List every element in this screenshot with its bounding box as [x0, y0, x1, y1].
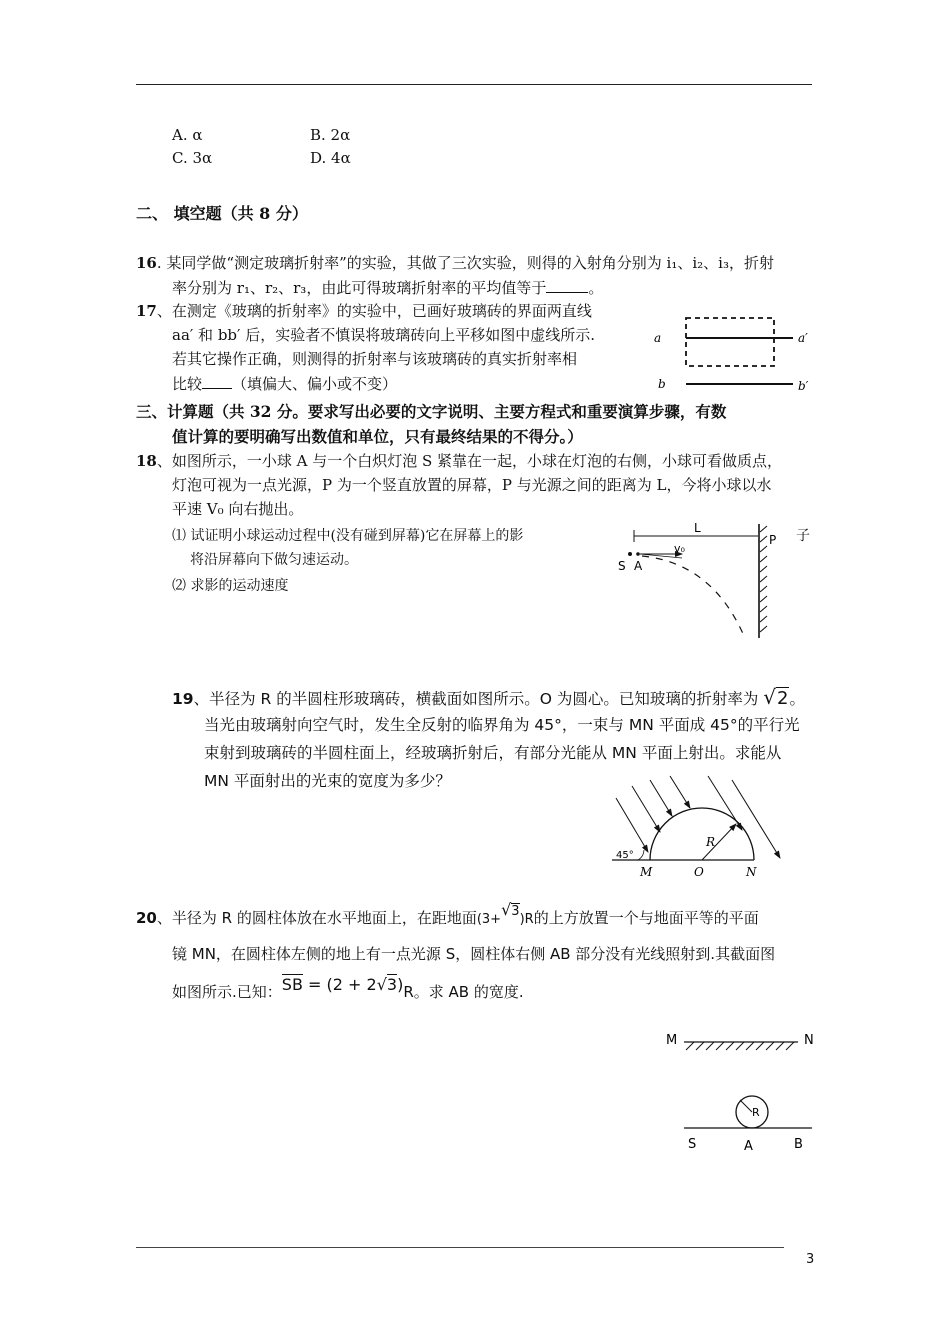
q20-expr1-pre: (3+ [476, 912, 502, 927]
q17-line2: aa′ 和 bb′ 后，实验者不慎误将玻璃砖向上平移如图中虚线所示. [172, 326, 595, 344]
q17-text4a: 比较 [172, 375, 203, 393]
q19-number: 19 [172, 690, 194, 708]
q16-line1 [136, 252, 774, 275]
q16-answer-blank[interactable] [546, 276, 588, 293]
header-rule [136, 84, 812, 85]
section-3-title-line1: 三、计算题（共 32 分。要求写出必要的文字说明、主要方程式和重要演算步骤，有数 [136, 402, 727, 421]
q17-number: 17 [136, 302, 157, 320]
glass-dashed-rect [686, 318, 774, 366]
label-M: M [666, 1033, 678, 1048]
label-M: M [640, 865, 653, 879]
q17-figure [648, 308, 818, 392]
label-N: N [804, 1033, 814, 1048]
cylinder-radius [740, 1100, 752, 1112]
option-d: D. 4α [310, 149, 351, 167]
option-b: B. 2α [310, 126, 351, 144]
semicircle [650, 808, 754, 860]
q19-line1 [172, 686, 805, 711]
q16-line2 [172, 276, 603, 300]
q20-expr1: (3+√3)R [476, 900, 534, 927]
label-A: A [634, 559, 643, 573]
q20-expr1-sqrt: 3 [511, 904, 520, 919]
label-O: O [694, 865, 704, 879]
label-L: L [694, 521, 701, 535]
label-N: N [746, 865, 757, 879]
q16-text2: 率分别为 r₁、r₂、r₃，由此可得玻璃折射率的平均值等于 [172, 279, 547, 297]
label-A: A [744, 1139, 753, 1154]
q20-text1a: 、半径为 R 的圆柱体放在水平地面上，在距地面 [156, 909, 477, 927]
q18-line1 [136, 450, 782, 473]
q16-number: 16 [136, 254, 157, 272]
light-source-S [628, 552, 632, 556]
q18-figure [612, 518, 792, 642]
option-a: A. α [172, 126, 203, 144]
q19-figure [608, 774, 788, 880]
q20-expr2-R: R [403, 983, 414, 1001]
q20-text1b: 的上方放置一个与地面平等的平面 [533, 909, 759, 927]
q17-line4 [172, 372, 397, 396]
q18-text1: 、如图所示，一小球 A 与一个白炽灯泡 S 紧靠在一起，小球在灯泡的右侧，小球可看做质点， [156, 452, 783, 470]
parallel-rays [616, 776, 780, 858]
q20-line1 [136, 900, 759, 931]
page-number: 3 [806, 1252, 815, 1267]
q17-line3: 若其它操作正确，则测得的折射率与该玻璃砖的真实折射率相 [172, 350, 578, 368]
q20-expr2: SB = (2 + 2√3) [281, 975, 404, 994]
q19-sqrt: √2 [763, 685, 789, 709]
label-v0: v₀ [674, 542, 685, 555]
label-a: a [654, 331, 662, 345]
q18-sub1-tail: 子 [796, 528, 810, 544]
q20-expr2-sqrt: 3 [386, 975, 398, 994]
label-B: B [794, 1137, 803, 1152]
label-45deg: 45° [616, 850, 634, 861]
q17-text1: 、在测定《玻璃的折射率》的实验中，已画好玻璃砖的界面两直线 [156, 302, 592, 320]
q19-line3: 束射到玻璃砖的半圆柱面上，经玻璃折射后，有部分光能从 MN 平面上射出。求能从 [204, 744, 782, 762]
ball-A [636, 552, 640, 556]
label-S: S [618, 559, 626, 573]
q19-line4: MN 平面射出的光束的宽度为多少？ [204, 772, 451, 790]
section-2-title: 二、 填空题（共 8 分） [136, 204, 308, 223]
option-c: C. 3α [172, 149, 213, 167]
label-a-prime: a′ [798, 331, 808, 345]
q18-sub2: ⑵ 求影的运动速度 [172, 578, 289, 594]
q19-line2: 当光由玻璃射向空气时，发生全反射的临界角为 45°，一束与 MN 平面成 45°的平行光 [204, 716, 800, 734]
section-3-title-line2: 值计算的要明确写出数值和单位，只有最终结果的不得分。） [172, 427, 583, 446]
q20-line3 [172, 975, 524, 1004]
q17-line1 [136, 300, 592, 323]
q20-text3a: 如图所示.已知： [172, 983, 282, 1001]
footer-rule [136, 1247, 784, 1248]
mirror-hatching [686, 1042, 794, 1050]
angle-arc [638, 850, 644, 860]
q20-expr2-mid: = (2 + 2 [302, 975, 377, 994]
q18-sub1a: ⑴ 试证明小球运动过程中(没有碰到屏幕)它在屏幕上的影 [172, 528, 524, 544]
label-b: b [658, 377, 666, 391]
label-P: P [769, 533, 777, 547]
trajectory-curve [642, 556, 744, 636]
label-R: R [752, 1106, 760, 1119]
q20-number: 20 [136, 909, 157, 927]
q19-text1b: 。 [789, 690, 805, 708]
q19-text1a: 、半径为 R 的半圆柱形玻璃砖，横截面如图所示。O 为圆心。已知玻璃的折射率为 [193, 690, 759, 708]
q20-line2: 镜 MN，在圆柱体左侧的地上有一点光源 S，圆柱体右侧 AB 部分没有光线照射到.其截面图 [172, 945, 776, 963]
q20-figure [660, 1024, 820, 1156]
q16-text1: . 某同学做“测定玻璃折射率”的实验，其做了三次实验，则得的入射角分别为 i₁、i₂、i₃，折射 [156, 254, 774, 272]
q18-number: 18 [136, 452, 157, 470]
q19-sqrt-value: 2 [777, 688, 789, 709]
q20-expr2-close: ) [397, 975, 404, 994]
q18-line3: 平速 V₀ 向右抛出。 [172, 500, 304, 518]
q20-expr1-post: )R [519, 912, 534, 927]
q17-answer-blank[interactable] [202, 372, 232, 389]
label-b-prime: b′ [798, 379, 809, 392]
label-R: R [706, 835, 716, 849]
q18-line2: 灯泡可视为一点光源，P 为一个竖直放置的屏幕，P 与光源之间的距离为 L，今将小球以水 [172, 476, 772, 494]
q20-expr2-sb: SB [281, 975, 303, 994]
label-S: S [688, 1137, 697, 1152]
q20-text3b: 。求 AB 的宽度. [413, 983, 524, 1001]
q17-text4b: （填偏大、偏小或不变） [232, 375, 398, 393]
q18-sub1b: 将沿屏幕向下做匀速运动。 [190, 552, 358, 568]
screen-hatching [760, 526, 767, 632]
q16-tail: 。 [588, 279, 604, 297]
